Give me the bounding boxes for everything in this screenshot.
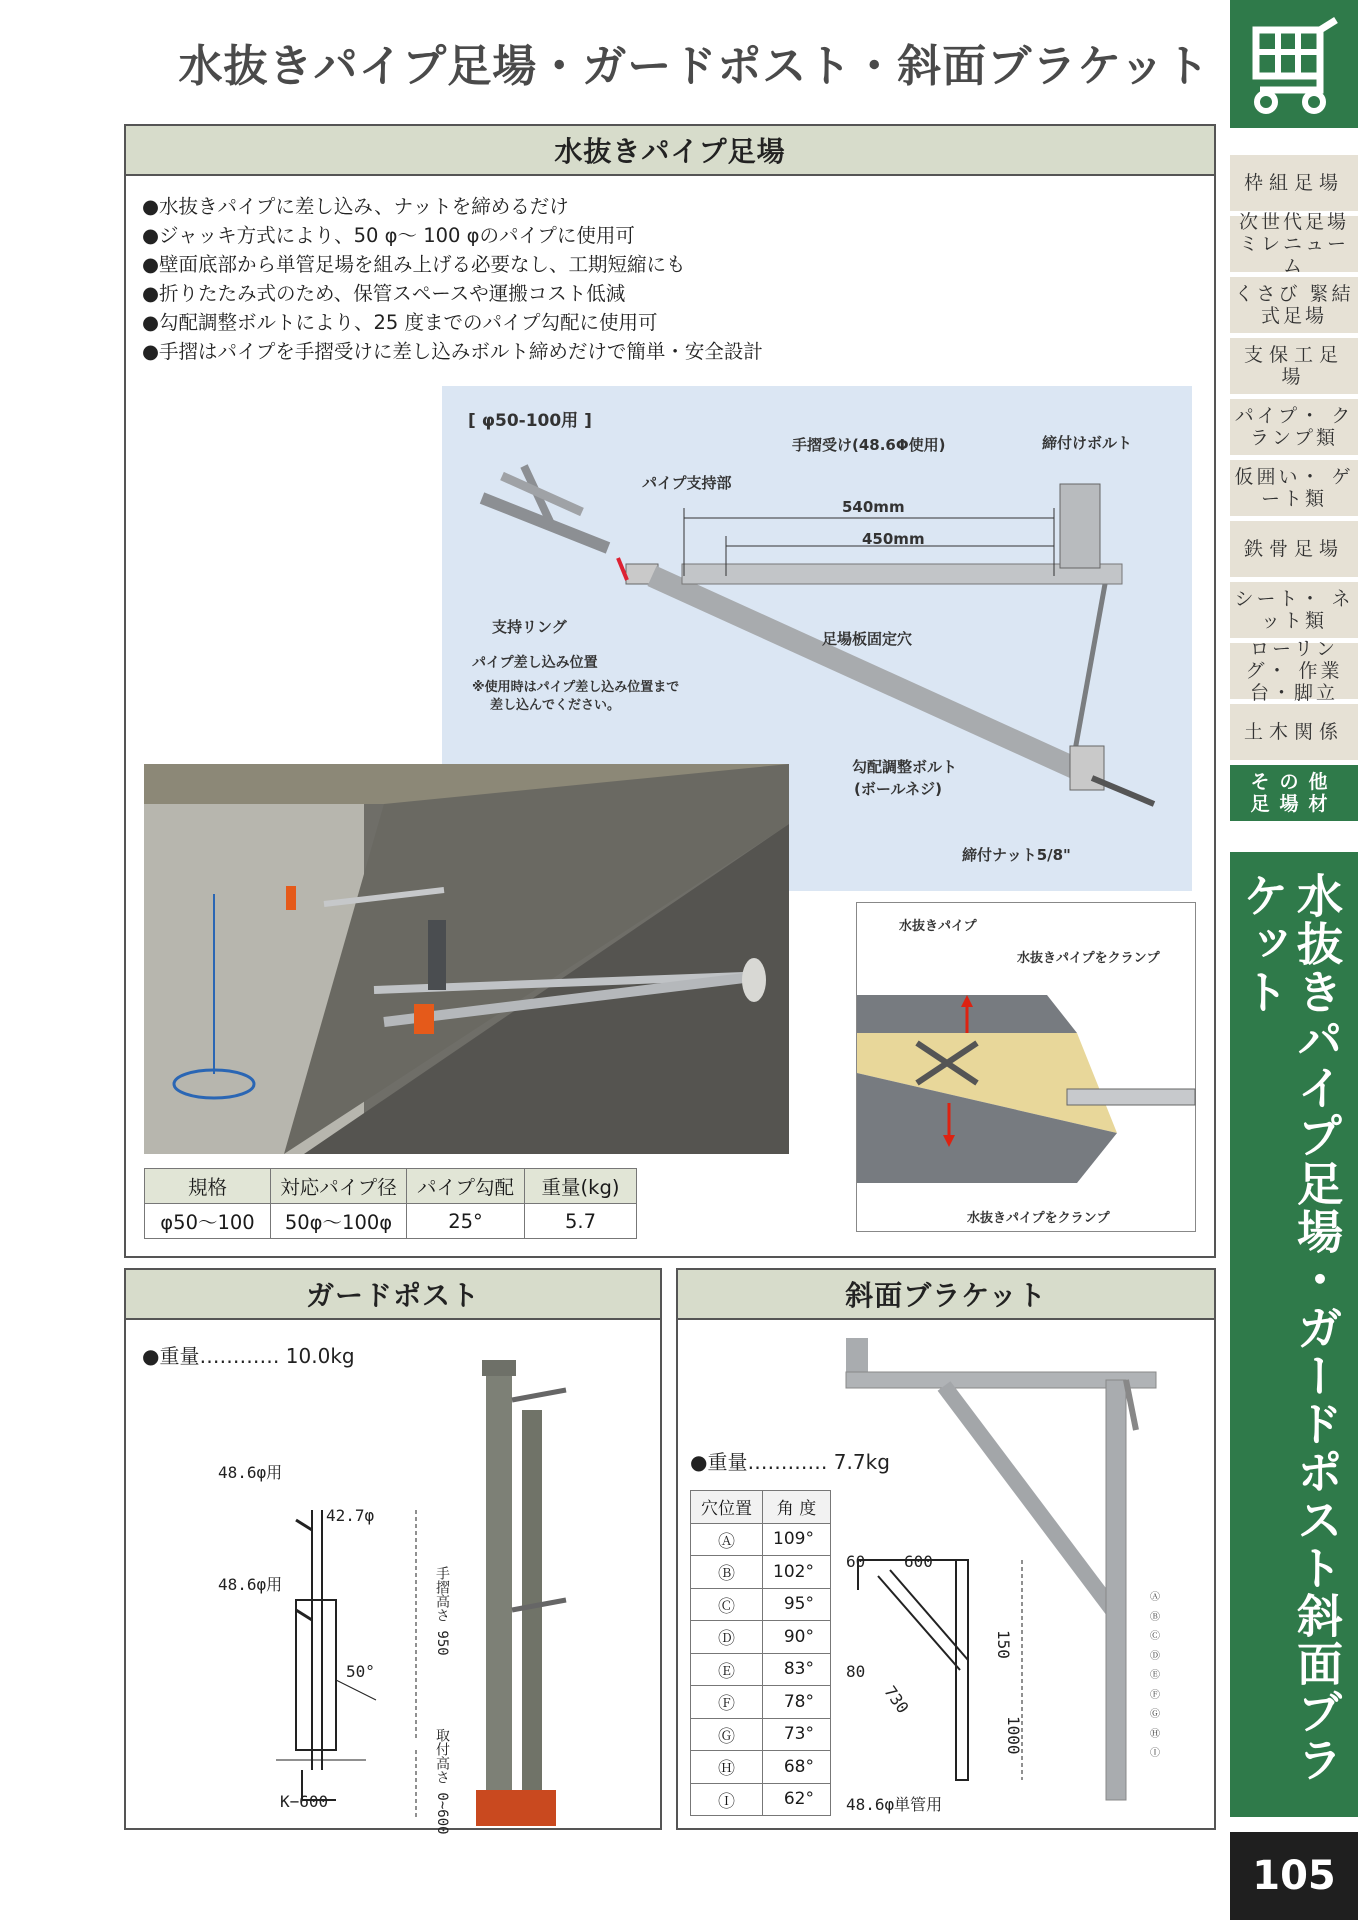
label-48-6-mid: 48.6φ用	[218, 1575, 283, 1594]
label-handrail-receiver: 手摺受け(48.6Φ使用)	[792, 436, 946, 454]
weight-spec: ●重量………… 7.7kg	[690, 1450, 890, 1474]
hole-letter: Ⓕ	[1150, 1689, 1160, 1701]
sidebar-item-pipe-clamp[interactable]: パイプ・ クランプ類	[1230, 399, 1358, 455]
clamp-diagram	[856, 902, 1196, 1232]
angle-value: 68°	[763, 1751, 831, 1784]
label-ball-screw: (ボールネジ)	[854, 780, 942, 798]
table-row	[691, 1751, 831, 1784]
dim-730: 730	[880, 1682, 913, 1717]
table-header: パイプ勾配	[407, 1169, 525, 1204]
page-title: 水抜きパイプ足場・ガードポスト・斜面ブラケット	[178, 41, 1210, 92]
table-row	[691, 1783, 831, 1816]
angle-value: 83°	[763, 1653, 831, 1686]
angle-value: 78°	[763, 1686, 831, 1719]
guard-post-drawing	[126, 1320, 664, 1830]
sidebar-item-shoring[interactable]: 支保工足場	[1230, 338, 1358, 394]
table-header: 規格	[145, 1169, 271, 1204]
label-slope-bolt: 勾配調整ボルト	[852, 758, 958, 776]
table-row	[145, 1204, 637, 1239]
feature-item: ●ジャッキ方式により、50 φ～ 100 φのパイプに使用可	[142, 224, 635, 247]
hole-position: Ⓔ	[691, 1653, 763, 1686]
photo-illustration	[144, 764, 789, 1154]
table-header: 重量(kg)	[525, 1169, 637, 1204]
table-row	[691, 1523, 831, 1556]
hole-position: Ⓐ	[691, 1523, 763, 1556]
hole-letter: Ⓔ	[1150, 1670, 1160, 1681]
hole-letter-list	[1150, 1588, 1160, 1764]
hole-position: Ⓘ	[691, 1783, 763, 1816]
label-note: 差し込んでください。	[490, 698, 621, 713]
feature-item: ●水抜きパイプに差し込み、ナットを締めるだけ	[142, 195, 569, 218]
label-clamp-bottom: 水抜きパイプをクランプ	[967, 1211, 1110, 1226]
table-row	[691, 1621, 831, 1654]
table-row	[691, 1686, 831, 1719]
label-mount-height: 取付高さ 0~600	[434, 1728, 450, 1835]
label-tightening-bolt: 締付けボルト	[1042, 434, 1133, 452]
slope-bracket-section	[676, 1268, 1216, 1830]
sidebar-nav	[1230, 155, 1358, 826]
label-handrail-height: 手摺高さ 950	[434, 1566, 450, 1656]
label-support-ring: 支持リング	[492, 618, 567, 636]
feature-item: ●折りたたみ式のため、保管スペースや運搬コスト低減	[142, 282, 626, 305]
label-pipe-support: パイプ支持部	[642, 474, 732, 492]
table-cell: 25°	[407, 1204, 525, 1239]
label-board-hole: 足場板固定穴	[822, 630, 913, 648]
sidebar-item-frame-scaffold[interactable]: 枠組足場	[1230, 155, 1358, 211]
section-title: 斜面ブラケット	[678, 1270, 1214, 1320]
feature-item: ●勾配調整ボルトにより、25 度までのパイプ勾配に使用可	[142, 311, 658, 334]
installation-photo	[144, 764, 789, 1154]
hole-position: Ⓖ	[691, 1718, 763, 1751]
hole-letter: Ⓘ	[1150, 1748, 1160, 1759]
sidebar-item-fence-gate[interactable]: 仮囲い・ ゲート類	[1230, 460, 1358, 516]
dim-600: 600	[904, 1552, 933, 1571]
dim-60: 60	[846, 1552, 866, 1571]
label-clamp-top: 水抜きパイプをクランプ	[1017, 951, 1160, 966]
hole-letter: Ⓖ	[1150, 1709, 1160, 1720]
label-pipe: 48.6φ単管用	[846, 1795, 943, 1814]
hole-position: Ⓗ	[691, 1751, 763, 1784]
category-vertical-title: 水抜きパイプ足場・ガードポスト斜面ブラケット	[1230, 852, 1358, 1817]
table-row	[691, 1588, 831, 1621]
angle-value: 109°	[763, 1523, 831, 1556]
table-cell: 5.7	[525, 1204, 637, 1239]
angle-value: 90°	[763, 1621, 831, 1654]
label-450mm: 450mm	[862, 530, 925, 548]
angle-value: 73°	[763, 1718, 831, 1751]
label-42-7: 42.7φ	[326, 1506, 375, 1525]
dim-150: 150	[994, 1630, 1013, 1659]
label-angle-50: 50°	[346, 1662, 375, 1681]
weight-spec: ●重量………… 10.0kg	[142, 1344, 355, 1368]
label-model: K−600	[280, 1792, 329, 1811]
sidebar-item-other[interactable]: その他 足場材	[1230, 765, 1358, 821]
sidebar-item-steel-scaffold[interactable]: 鉄骨足場	[1230, 521, 1358, 577]
section-title: ガードポスト	[126, 1270, 660, 1320]
spec-table	[144, 1168, 637, 1239]
table-row	[691, 1653, 831, 1686]
table-cell: φ50～100	[145, 1204, 271, 1239]
hole-position: Ⓓ	[691, 1621, 763, 1654]
hole-letter: Ⓓ	[1150, 1650, 1160, 1662]
angle-value: 95°	[763, 1588, 831, 1621]
label-insert-position: パイプ差し込み位置	[472, 655, 598, 671]
hole-position: Ⓒ	[691, 1588, 763, 1621]
angle-value: 62°	[763, 1783, 831, 1816]
hole-letter: Ⓗ	[1150, 1728, 1160, 1740]
feature-list	[142, 192, 763, 366]
pipe-scaffold-section	[124, 124, 1216, 1258]
sidebar-item-sheet-net[interactable]: シート・ ネット類	[1230, 582, 1358, 638]
label-drain-pipe: 水抜きパイプ	[899, 919, 977, 934]
cart-icon	[1230, 0, 1358, 128]
guard-post-section	[124, 1268, 662, 1835]
sidebar-item-wedge-scaffold[interactable]: くさび 緊結式足場	[1230, 277, 1358, 333]
dim-1000: 1000	[1004, 1716, 1023, 1755]
table-cell: 50φ～100φ	[271, 1204, 407, 1239]
label-540mm: 540mm	[842, 498, 905, 516]
label-48-6-top: 48.6φ用	[218, 1463, 283, 1482]
section-title: 水抜きパイプ足場	[126, 126, 1214, 176]
hole-position: Ⓑ	[691, 1556, 763, 1589]
hole-letter: Ⓑ	[1150, 1611, 1160, 1623]
hole-position: Ⓕ	[691, 1686, 763, 1719]
table-header: 角 度	[763, 1491, 831, 1524]
sidebar-item-rolling[interactable]: ローリング・ 作業台・脚立	[1230, 643, 1358, 699]
feature-item: ●壁面底部から単管足場を組み上げる必要なし、工期短縮にも	[142, 253, 686, 276]
hole-letter: Ⓒ	[1150, 1631, 1160, 1642]
angle-table	[690, 1490, 831, 1816]
diagram-heading: [ φ50-100用 ]	[468, 411, 592, 431]
angle-value: 102°	[763, 1556, 831, 1589]
table-header: 対応パイプ径	[271, 1169, 407, 1204]
sidebar-item-millennium[interactable]: 次世代足場 ミレニューム	[1230, 216, 1358, 272]
dim-80: 80	[846, 1662, 866, 1681]
table-row	[691, 1556, 831, 1589]
feature-item: ●手摺はパイプを手摺受けに差し込みボルト締めだけで簡単・安全設計	[142, 340, 763, 363]
label-nut: 締付ナット5/8"	[962, 846, 1071, 864]
label-note: ※使用時はパイプ差し込み位置まで	[472, 680, 680, 695]
page-number: 105	[1230, 1832, 1358, 1920]
sidebar-item-civil[interactable]: 土木関係	[1230, 704, 1358, 760]
table-row	[691, 1718, 831, 1751]
hole-letter: Ⓐ	[1150, 1592, 1160, 1603]
table-header: 穴位置	[691, 1491, 763, 1524]
